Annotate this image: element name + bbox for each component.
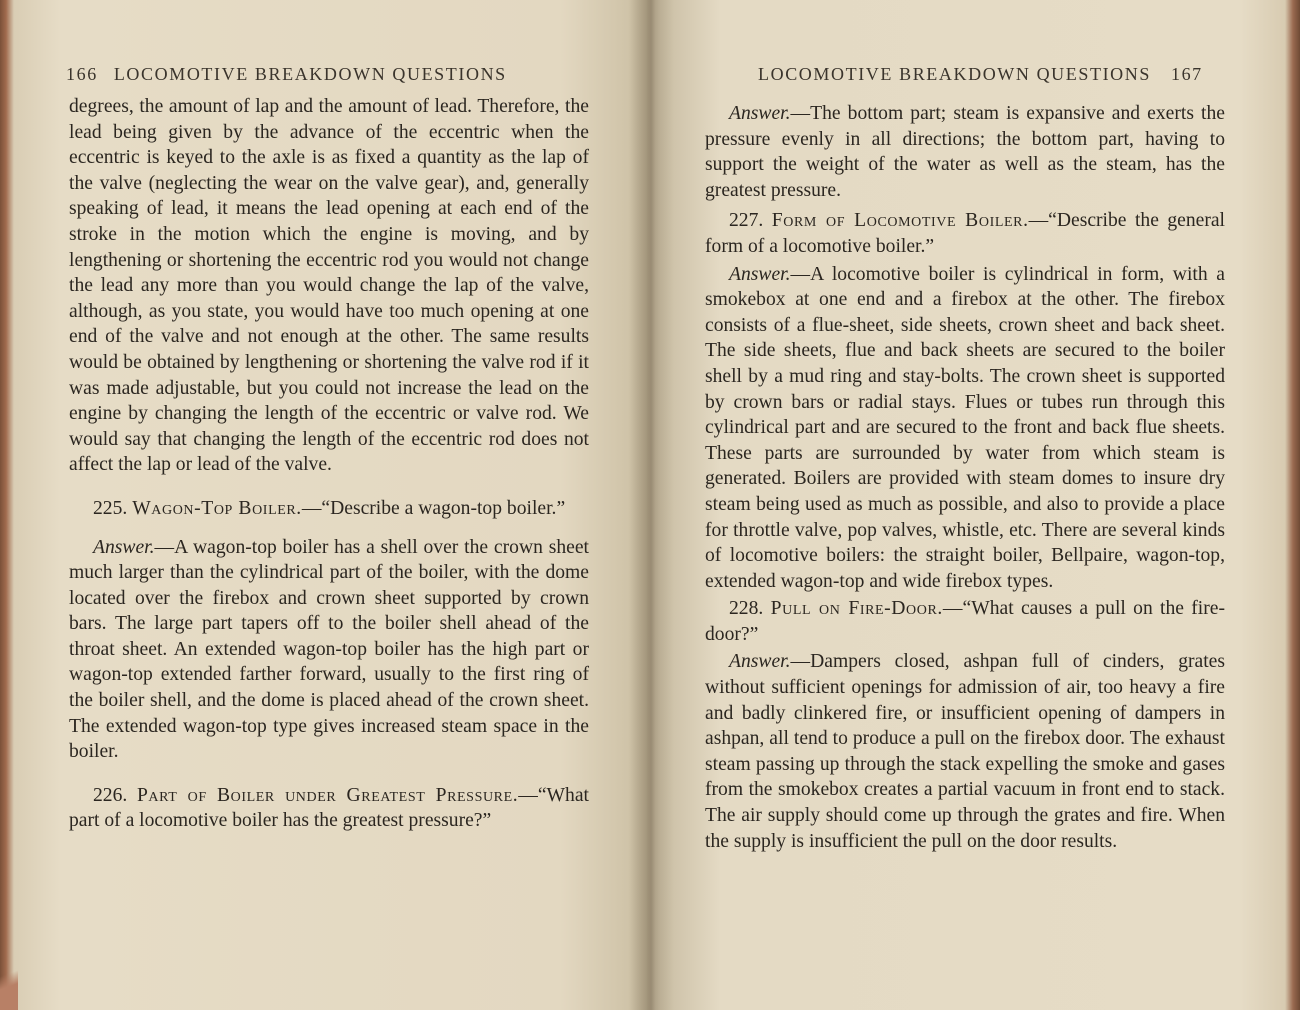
answer-text: —Dampers closed, ashpan full of cinders, grates without sufficient openings for admission of air, too heavy a fire and badly clinkered fire, or insufficient opening of dampers in ashpan, all tend to produce a pull on the firebox door. The exhaust steam passing up through the stack expelling the smoke and gases from the smokebox creates a partial vacuum in front end to stack. The air supply should come up through the grates and fire. When the supply is insufficient the pull on the door results.	[705, 651, 1225, 852]
question-number: 225.	[93, 497, 128, 519]
answer-227	[705, 262, 1225, 595]
question-number: 228.	[729, 598, 764, 620]
right-page-number: 167	[1170, 64, 1203, 84]
question-number: 227.	[729, 210, 764, 232]
answer-228	[705, 649, 1225, 854]
left-running-head	[66, 64, 507, 85]
left-text-block	[69, 94, 589, 834]
right-running-head	[758, 64, 1203, 85]
question-text: —“What part of a locomotive boiler has the greatest pressure?”	[69, 784, 589, 832]
answer-text: —A wagon-top boiler has a shell over the crown sheet much larger than the cylindrical part of the boiler, with the dome located over the firebox and crown sheet supported by crown bars. The large part tapers off to the boiler shell ahead of the throat sheet. An extended wagon-top boiler has the high part or wagon-top extended farther forward, usually to the first ring of the boiler shell, and the dome is placed ahead of the crown sheet. The extended wagon-top type gives increased steam space in the boiler.	[69, 536, 589, 763]
right-page	[650, 0, 1300, 1010]
answer-label: Answer.	[729, 103, 791, 124]
answer-label: Answer.	[93, 536, 155, 558]
question-228	[705, 596, 1225, 647]
answer-225	[69, 535, 589, 765]
answer-text: —The bottom part; steam is expansive and exerts the pressure evenly in all directions; the bottom part, having to support the weight of the water as well as the steam, has the greatest pressure.	[705, 103, 1225, 201]
question-heading: Form of Locomotive Boiler.	[771, 210, 1029, 232]
answer-text: —A locomotive boiler is cylindrical in form, with a smokebox at one end and a firebox at the other. The firebox consists of a flue-sheet, side sheets, crown sheet and back sheet. The side sheets, flue and back sheets are secured to the boiler shell by a mud ring and stay-bolts. The crown sheet is supported by crown bars or radial stays. Flues or tubes run through this cylindrical part and are secured to the front and back flue sheets. These parts are surrounded by water from which steam is generated. Boilers are provided with steam domes to insure dry steam being used as much as possible, and also to provide a place for throttle valve, pop valves, whistle, etc. There are several kinds of locomotive boilers: the straight boiler, Bellpaire, wagon-top, extended wagon-top and wide firebox types.	[705, 263, 1225, 592]
question-heading: Wagon-Top Boiler.	[132, 497, 302, 519]
question-text: —“What causes a pull on the fire-door?”	[705, 598, 1225, 645]
question-text: —“Describe the general form of a locomotive boiler.”	[705, 210, 1226, 257]
question-226	[69, 783, 589, 834]
continued-paragraph: degrees, the amount of lap and the amount of lead. Therefore, the lead being given by the advance of the eccentric when the eccentric is keyed to the axle is as fixed a quantity as the lap of the valve (neglecting the wear on the valve gear), and, generally speaking of lead, it means the lead opening at each end of the stroke in the motion which the engine is moving, and by lengthening or shortening the eccentric rod you would not change the lead any more than you would change the lap of the valve, although, as you state, you would have too much opening at one end of the valve and not enough at the other. The same results would be obtained by lengthening or shortening the valve rod if it was made adjustable, but you could not increase the lead on the engine by changing the length of the eccentric or valve rod. We would say that changing the length of the eccentric rod does not affect the lap or lead of the valve.	[69, 96, 589, 476]
question-heading: Part of Boiler under Greatest Pressure.	[136, 784, 519, 806]
answer-label: Answer.	[729, 263, 791, 285]
answer-226	[705, 101, 1225, 203]
question-225	[69, 496, 589, 522]
answer-label: Answer.	[729, 651, 791, 673]
question-number: 226.	[93, 784, 128, 806]
right-running-title: LOCOMOTIVE BREAKDOWN QUESTIONS	[758, 64, 1151, 84]
right-text-block	[705, 101, 1225, 854]
question-text: —“Describe a wagon-top boiler.”	[301, 497, 566, 519]
question-heading: Pull on Fire-Door.	[770, 598, 943, 620]
question-227	[705, 208, 1225, 259]
left-page-number: 166	[66, 64, 98, 84]
left-running-title: LOCOMOTIVE BREAKDOWN QUESTIONS	[113, 64, 507, 84]
